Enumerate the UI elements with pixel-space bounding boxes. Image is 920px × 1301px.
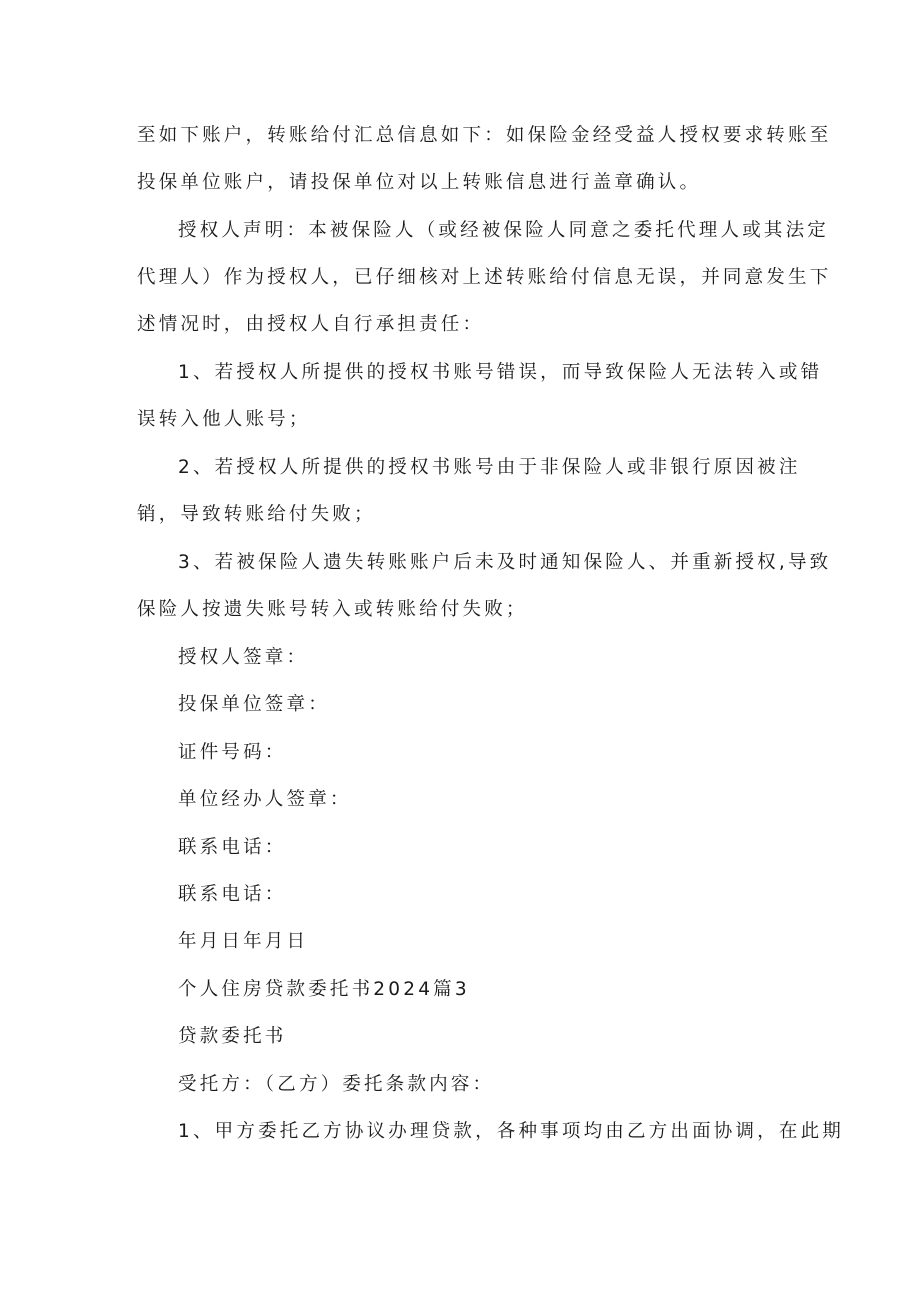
signature-field-label: 授权人签章：	[178, 647, 309, 668]
date-line: 年月日年月日	[178, 931, 309, 952]
body-line: 误转入他人账号；	[137, 409, 311, 430]
list-item-line: 1、若授权人所提供的授权书账号错误，而导致保险人无法转入或错	[178, 362, 823, 383]
list-item-line: 1、甲方委托乙方协议办理贷款，各种事项均由乙方出面协调，在此期	[178, 1121, 844, 1142]
paragraph-start-line: 授权人声明：本被保险人（或经被保险人同意之委托代理人或其法定	[178, 220, 830, 241]
phone-label: 联系电话：	[178, 884, 287, 905]
list-item-line: 3、若被保险人遗失转账账户后未及时通知保险人、并重新授权,导致	[178, 552, 832, 573]
body-line: 至如下账户，转账给付汇总信息如下：如保险金经受益人授权要求转账至	[137, 125, 832, 146]
id-number-label: 证件号码：	[178, 742, 287, 763]
body-line: 保险人按遗失账号转入或转账给付失败；	[137, 599, 528, 620]
body-line: 投保单位账户，请投保单位对以上转账信息进行盖章确认。	[137, 172, 702, 193]
body-line: 代理人）作为授权人，已仔细核对上述转账给付信息无误，并同意发生下	[137, 267, 832, 288]
signature-field-label: 单位经办人签章：	[178, 789, 352, 810]
body-line: 受托方：（乙方）委托条款内容：	[178, 1074, 495, 1095]
body-line: 销，导致转账给付失败；	[137, 504, 376, 525]
document-title: 贷款委托书	[178, 1026, 287, 1047]
phone-label: 联系电话：	[178, 837, 287, 858]
section-heading: 个人住房贷款委托书2024篇3	[178, 979, 470, 1000]
signature-field-label: 投保单位签章：	[178, 694, 330, 715]
body-line: 述情况时，由授权人自行承担责任：	[137, 314, 485, 335]
list-item-line: 2、若授权人所提供的授权书账号由于非保险人或非银行原因被注	[178, 457, 801, 478]
